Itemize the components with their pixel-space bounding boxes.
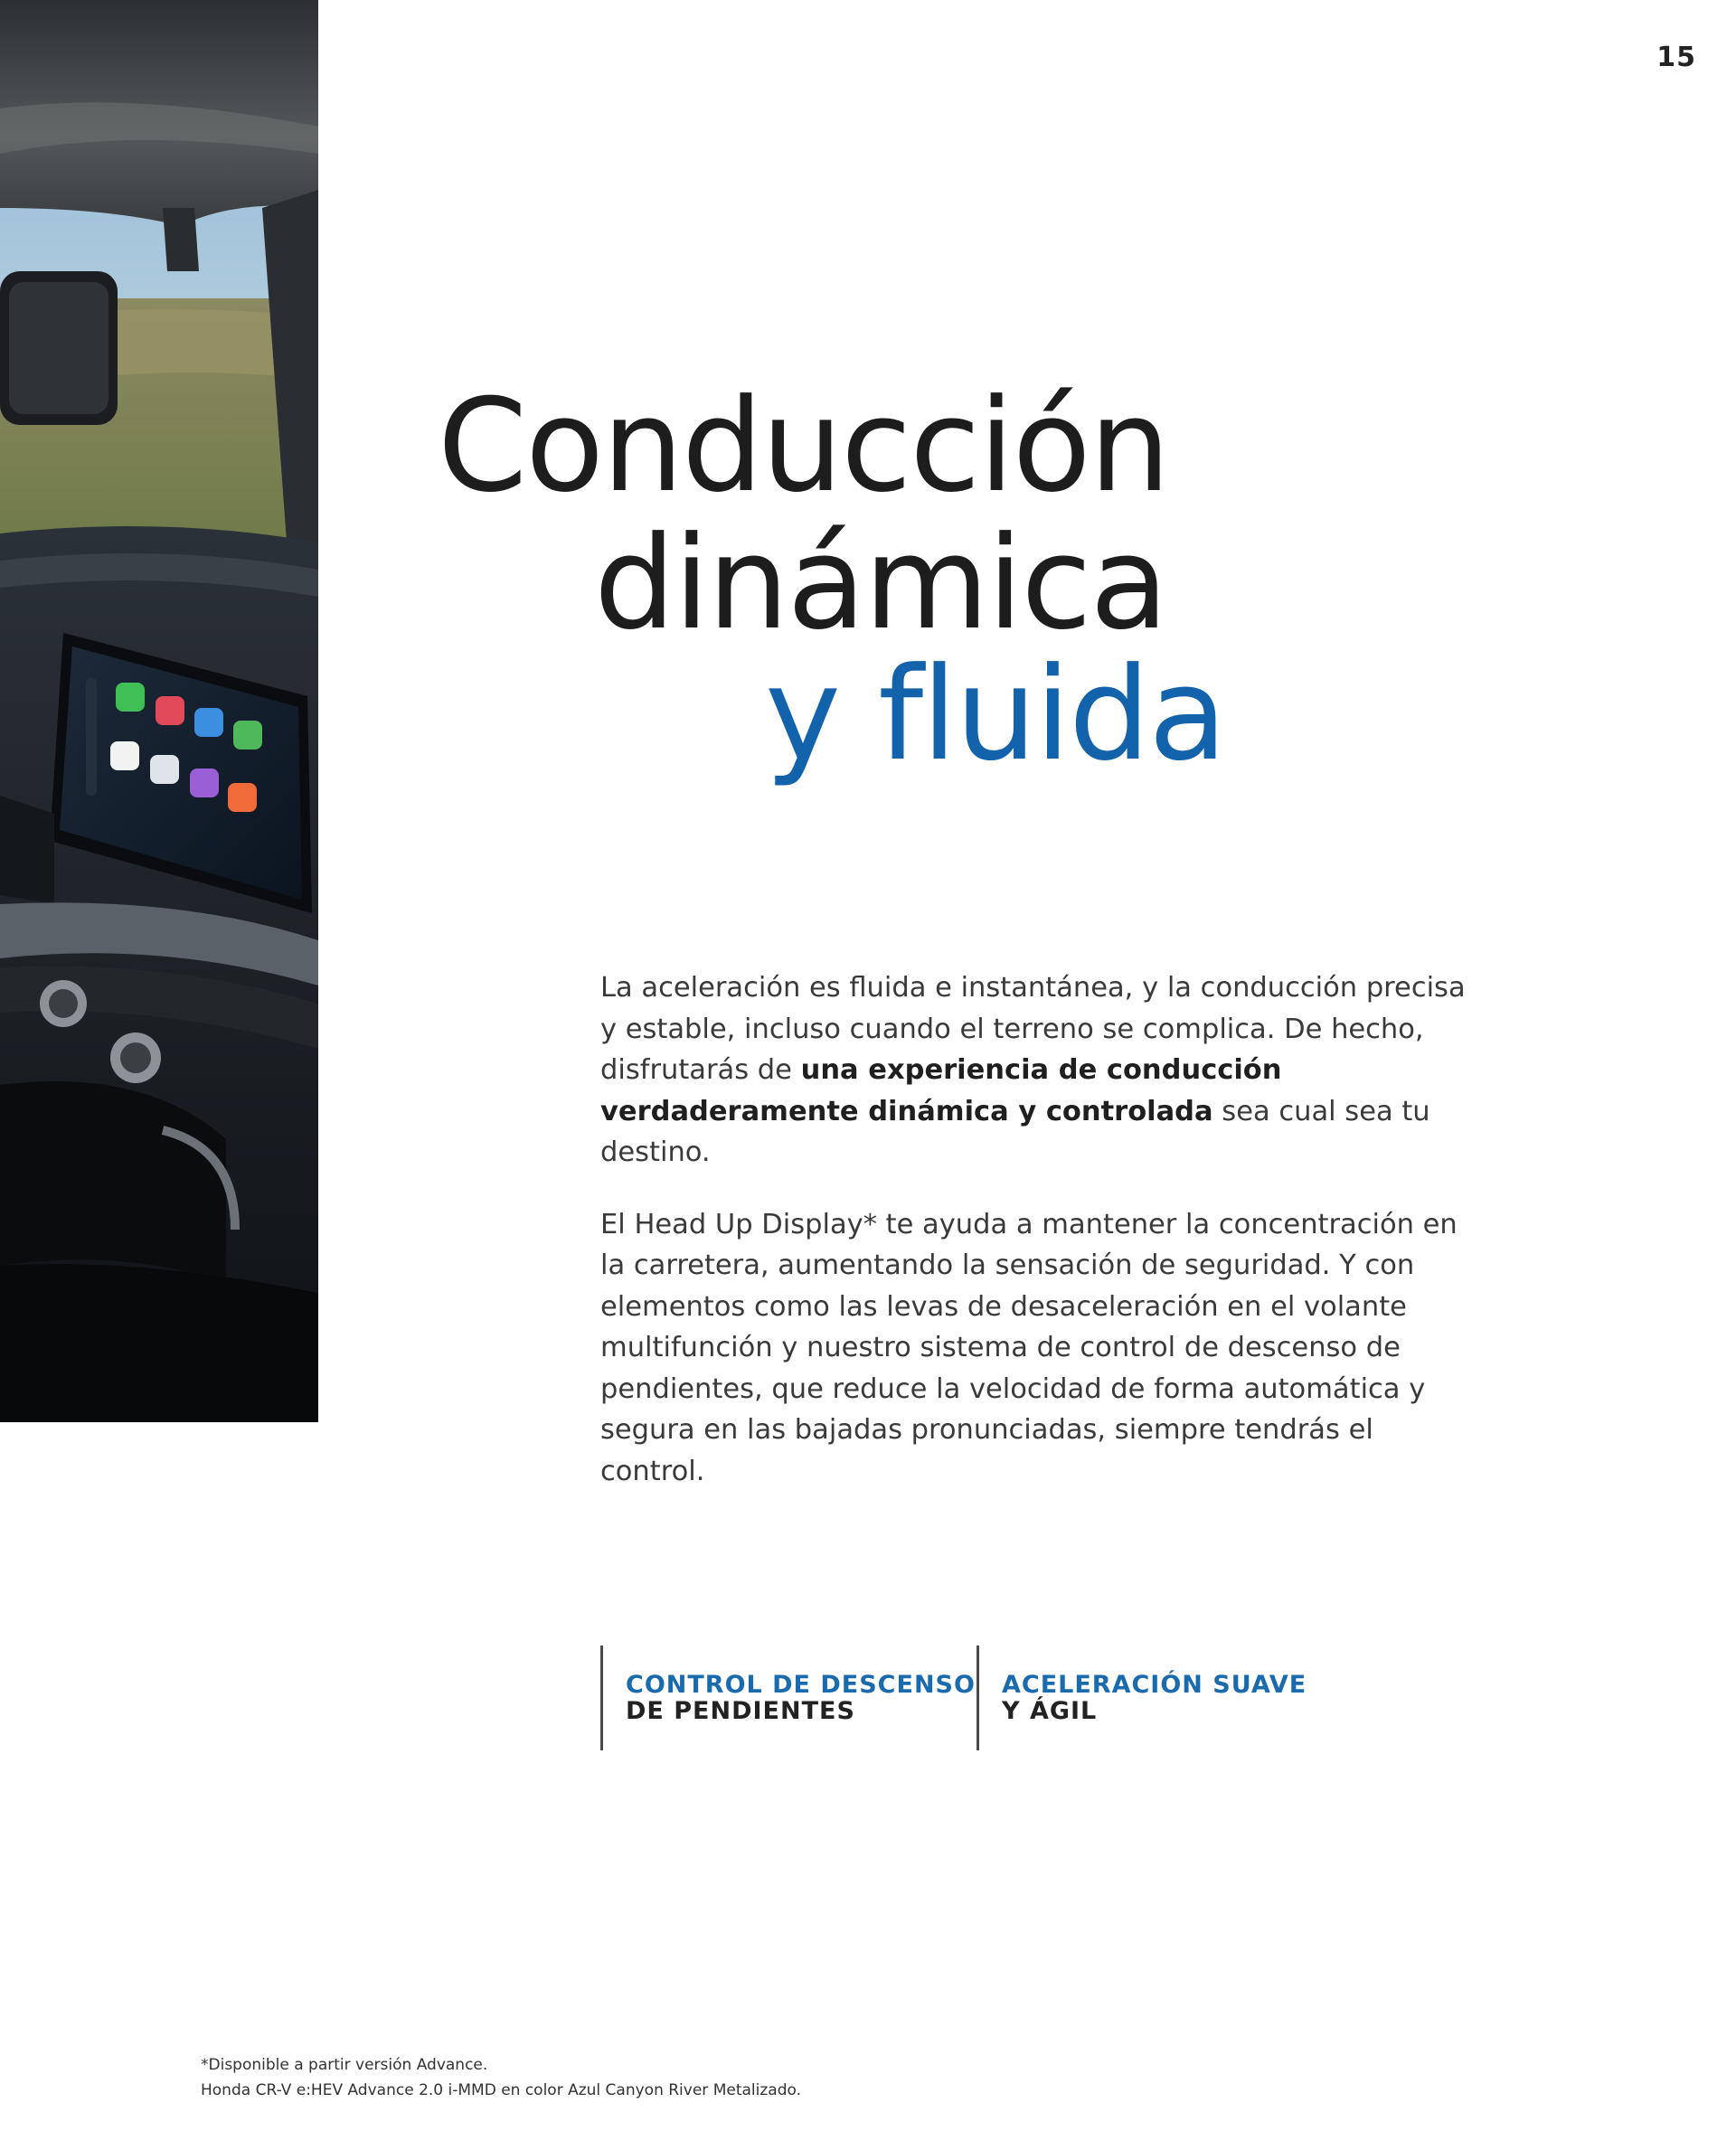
paragraph-1-text-start: La aceleración es fluida e instantánea, y la conducción precisa y estable, incluso cuando el terreno se complica. De hecho, disfrutarás de [600,972,1466,1086]
footnote-model: Honda CR-V e:HEV Advance 2.0 i-MMD en color Azul Canyon River Metalizado. [201,2081,801,2099]
feature-list [600,1646,1356,1750]
paragraph-1 [600,967,1468,1174]
paragraph-2: El Head Up Display* te ayuda a mantener la concentración en la carretera, aumentando la sensación de seguridad. Y con elementos como las levas de desaceleración en el volante multifunción y nuestro sistema de control de descenso de pendientes, que reduce la velocidad de forma automática y segura en las bajadas pronunciadas, siempre tendrás el control. [600,1208,1458,1487]
title-line-3: y fluida [765,640,1226,789]
feature-2-line-2: Y ÁGIL [1002,1697,1098,1725]
feature-1-line-2: DE PENDIENTES [626,1697,855,1725]
title-line-1: Conducción [438,372,1169,521]
title-line-2: dinámica [594,509,1167,658]
paragraph-1-highlight: una experiencia de conducción verdaderamente dinámica y controlada [600,1054,1282,1127]
car-interior-illustration [0,0,318,1422]
car-interior-photo [0,0,318,1422]
footnotes [201,2052,801,2103]
feature-1-line-1: CONTROL DE DESCENSO [626,1671,976,1699]
page-number: 15 [1656,42,1696,73]
footnote-availability: *Disponible a partir versión Advance. [201,2056,488,2074]
feature-2-line-1: ACELERACIÓN SUAVE [1002,1671,1307,1699]
paragraph-1-text-end: sea cual sea tu destino. [600,1095,1430,1168]
feature-descent-control [600,1646,976,1750]
body-text [600,967,1468,1523]
feature-smooth-acceleration [976,1646,1356,1750]
